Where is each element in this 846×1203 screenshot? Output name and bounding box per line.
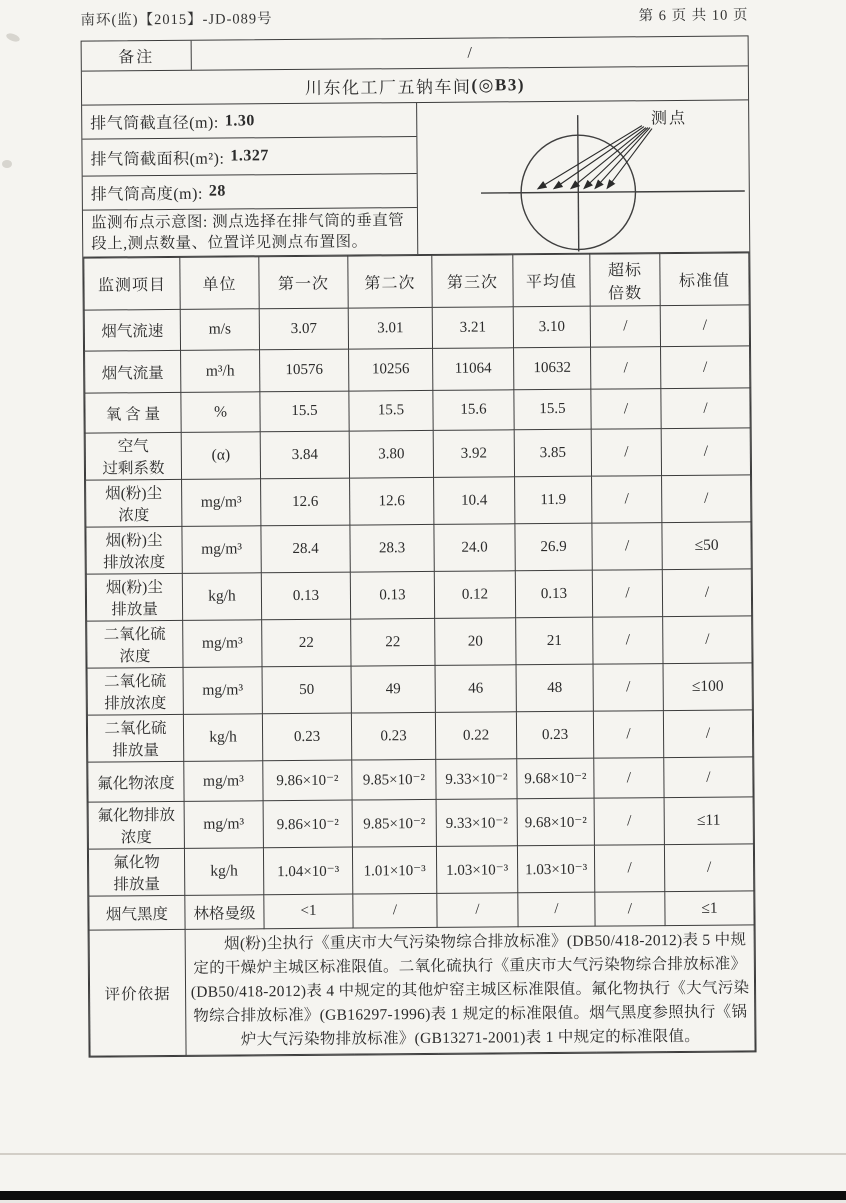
cell-standard: / [661, 388, 750, 429]
layout-note [83, 208, 417, 257]
doc-number: 南环(监)【2015】-JD-089号 [80, 11, 273, 29]
cell-run1: 3.07 [259, 308, 348, 350]
cell-item: 二氧化硫 浓度 [87, 620, 183, 668]
cell-run2: 49 [351, 665, 435, 713]
scan-smudge [2, 160, 12, 168]
measure-points-diagram [417, 100, 749, 254]
cell-average: 1.03×10⁻³ [517, 845, 594, 893]
cell-run3: 3.92 [433, 430, 514, 478]
cell-exceed: / [591, 347, 661, 390]
cell-run3: 24.0 [434, 524, 515, 572]
cell-run2: 0.23 [351, 712, 435, 760]
cell-standard: ≤100 [663, 663, 752, 711]
cell-item: 烟(粉)尘 排放浓度 [86, 526, 182, 574]
cell-run1: 50 [262, 666, 351, 714]
evaluation-row [89, 925, 755, 1056]
cell-unit: m³/h [181, 350, 260, 393]
table-row [88, 757, 753, 802]
stack-height-row [83, 174, 417, 211]
cell-run3: 9.33×10⁻² [436, 799, 517, 847]
stack-diameter-label: 排气筒截直径(m): [90, 114, 219, 133]
cell-run1: 9.86×10⁻² [263, 800, 352, 848]
cell-unit: % [181, 392, 260, 433]
cell-exceed: / [592, 570, 662, 618]
cell-item: 氧 含 量 [85, 392, 181, 433]
remark-label: 备注 [82, 41, 192, 71]
table-row [89, 891, 754, 930]
cell-standard: / [662, 475, 751, 523]
col-header-unit: 单位 [180, 257, 259, 310]
cell-standard: / [661, 428, 750, 476]
col-header-run3: 第三次 [432, 255, 513, 308]
cell-standard: ≤11 [664, 797, 753, 845]
stack-area-label: 排气筒截面积(m²): [90, 150, 225, 169]
cell-run1: 1.04×10⁻³ [263, 847, 352, 895]
cell-average: 0.23 [516, 711, 593, 759]
measure-point-arrow [571, 128, 647, 189]
table-row [86, 475, 751, 527]
cell-item: 二氧化硫 排放量 [87, 714, 183, 762]
cell-run3: 20 [435, 618, 516, 666]
cell-run1: 10576 [260, 349, 349, 392]
cell-run2: / [353, 893, 437, 928]
cell-unit: m/s [180, 309, 259, 351]
cell-unit: mg/m³ [182, 526, 261, 574]
cell-run3: 9.33×10⁻² [436, 759, 517, 800]
cell-run2: 0.13 [350, 571, 434, 619]
stack-height-label: 排气筒高度(m): [90, 185, 203, 204]
col-header-run2: 第二次 [348, 255, 432, 308]
cell-item: 氟化物排放 浓度 [88, 801, 184, 849]
remark-value: / [467, 44, 472, 62]
cell-run2: 28.3 [350, 524, 434, 572]
cell-run2: 10256 [349, 348, 433, 391]
col-header-average: 平均值 [513, 254, 590, 307]
cell-item: 烟(粉)尘 排放量 [86, 573, 182, 621]
col-header-run1: 第一次 [259, 256, 348, 309]
table-row [87, 710, 752, 762]
cell-run2: 9.85×10⁻² [352, 799, 436, 847]
cell-run3: 3.21 [432, 307, 513, 349]
cell-run2: 22 [351, 618, 435, 666]
table-row [87, 616, 752, 668]
cell-run2: 1.01×10⁻³ [352, 846, 436, 894]
cell-standard: / [660, 305, 749, 347]
cell-standard: / [663, 710, 752, 758]
cell-unit: kg/h [184, 848, 263, 896]
cell-standard: ≤50 [662, 522, 751, 570]
page-number: 第 6 页 共 10 页 [638, 7, 749, 25]
stack-diameter-row [82, 103, 416, 140]
stack-parameters [82, 103, 418, 257]
layout-note-label: 监测布点示意图: [90, 213, 208, 232]
cell-exceed: / [595, 892, 665, 927]
cell-run2: 3.01 [348, 307, 432, 349]
table-row [85, 346, 750, 393]
cell-run3: 46 [435, 665, 516, 713]
cell-exceed: / [593, 617, 663, 665]
col-header-item: 监测项目 [84, 257, 180, 310]
scan-artifact-band [0, 1191, 846, 1200]
cell-standard: / [661, 346, 750, 389]
cell-run1: 22 [262, 619, 351, 667]
table-row [88, 844, 753, 896]
cell-exceed: / [592, 476, 662, 524]
measure-points-diagram-cell [417, 100, 749, 254]
cell-average: 21 [516, 617, 593, 665]
cell-item: 氟化物 排放量 [88, 848, 184, 896]
measure-point-arrow [595, 128, 651, 189]
stack-info-section [82, 100, 749, 257]
cell-run1: 15.5 [260, 391, 349, 432]
cell-item: 二氧化硫 排放浓度 [87, 667, 183, 715]
cell-average: 9.68×10⁻² [517, 798, 594, 846]
scan-artifact-line [0, 1153, 846, 1155]
cell-unit: (α) [181, 432, 260, 480]
cell-run1: <1 [264, 894, 353, 929]
cell-run1: 0.13 [261, 572, 350, 620]
cell-run1: 3.84 [260, 431, 349, 479]
cell-run3: 0.22 [435, 712, 516, 760]
cell-run1: 0.23 [262, 713, 351, 761]
report-table [81, 35, 757, 1057]
cell-unit: kg/h [183, 714, 262, 762]
cell-average: 15.5 [514, 389, 591, 430]
cell-run3: / [437, 893, 518, 928]
cell-average: 48 [516, 664, 593, 712]
cell-run3: 11064 [433, 348, 514, 391]
cell-exceed: / [592, 523, 662, 571]
cell-standard: / [662, 569, 751, 617]
cell-average: 10632 [514, 347, 591, 390]
cell-item: 空气 过剩系数 [85, 432, 181, 480]
stack-area-row [82, 137, 416, 176]
cell-average: 11.9 [515, 476, 592, 524]
cell-exceed: / [594, 798, 664, 846]
cell-unit: mg/m³ [182, 479, 261, 527]
workshop-name: 川东化工厂五钠车间 [304, 77, 472, 98]
evaluation-text: 烟(粉)尘执行《重庆市大气污染物综合排放标准》(DB50/418-2012)表 5 中规定的干燥炉主城区标准限值。二氧化硫执行《重庆市大气污染物综合排放标准》(DB50/418-2012)表 4 中规定的其他炉窑主城区标准限值。氟化物执行《大气污染物综合排放标准》(GB16297-1996)表 1 规定的标准限值。烟气黑度参照执行《锅炉大气污染物排放标准》(GB13271-2001)表 1 中规定的标准限值。 [185, 925, 755, 1055]
table-row [84, 305, 749, 351]
cell-average: 26.9 [515, 523, 592, 571]
stack-height-value: 28 [208, 182, 226, 200]
col-header-exceed: 超标 倍数 [590, 254, 660, 307]
table-row [85, 428, 750, 480]
cell-run2: 3.80 [349, 430, 433, 478]
cell-unit: 林格曼级 [185, 895, 264, 930]
cell-exceed: / [591, 389, 661, 430]
cell-standard: ≤1 [665, 891, 754, 926]
stack-code: (◎B3) [471, 74, 526, 95]
cell-run3: 1.03×10⁻³ [436, 846, 517, 894]
cell-item: 烟气流量 [85, 350, 181, 393]
monitoring-table [83, 252, 755, 1056]
cell-exceed: / [593, 711, 663, 759]
cell-average: 3.10 [513, 306, 590, 348]
cell-exceed: / [590, 306, 660, 348]
cell-average: 0.13 [515, 570, 592, 618]
cell-average: / [518, 892, 595, 927]
table-row [86, 569, 751, 621]
cell-unit: mg/m³ [184, 761, 263, 802]
stack-area-value: 1.327 [230, 147, 269, 165]
table-row [86, 522, 751, 574]
cell-unit: mg/m³ [183, 620, 262, 668]
cell-item: 烟气黑度 [89, 895, 185, 930]
table-header-row [84, 253, 749, 310]
cell-exceed: / [591, 429, 661, 477]
cell-exceed: / [594, 758, 664, 799]
cell-run3: 15.6 [433, 390, 514, 431]
section-title-row [82, 66, 748, 105]
layout-note-text: 测点选择在排气筒的垂直管段上,测点数量、位置详见测点布置图。 [91, 212, 405, 253]
table-row [87, 663, 752, 715]
cell-run1: 12.6 [261, 478, 350, 526]
measure-point-label: 测点 [650, 110, 688, 128]
col-header-standard: 标准值 [660, 253, 749, 306]
cell-exceed: / [593, 664, 663, 712]
cell-exceed: / [594, 845, 664, 893]
cell-item: 烟(粉)尘 浓度 [86, 479, 182, 527]
cell-run3: 10.4 [434, 477, 515, 525]
table-row [85, 388, 750, 433]
cell-unit: mg/m³ [184, 801, 263, 849]
cell-unit: mg/m³ [183, 667, 262, 715]
cell-run2: 15.5 [349, 390, 433, 431]
cell-run1: 28.4 [261, 525, 350, 573]
measure-point-arrow [538, 126, 643, 189]
stack-diameter-value: 1.30 [224, 111, 255, 130]
cell-unit: kg/h [182, 573, 261, 621]
cell-item: 烟气流速 [84, 309, 180, 351]
cell-average: 9.68×10⁻² [517, 758, 594, 799]
cell-average: 3.85 [514, 429, 591, 477]
cell-run1: 9.86×10⁻² [263, 760, 352, 801]
measure-point-arrow [607, 129, 653, 189]
cell-run3: 0.12 [434, 571, 515, 619]
evaluation-label: 评价依据 [89, 929, 186, 1056]
cell-run2: 12.6 [350, 477, 434, 525]
cell-run2: 9.85×10⁻² [352, 759, 436, 800]
page-header [80, 3, 748, 29]
table-row [88, 797, 753, 849]
cell-standard: / [663, 616, 752, 664]
cell-standard: / [664, 757, 753, 798]
cell-item: 氟化物浓度 [88, 761, 184, 802]
cell-standard: / [664, 844, 753, 892]
